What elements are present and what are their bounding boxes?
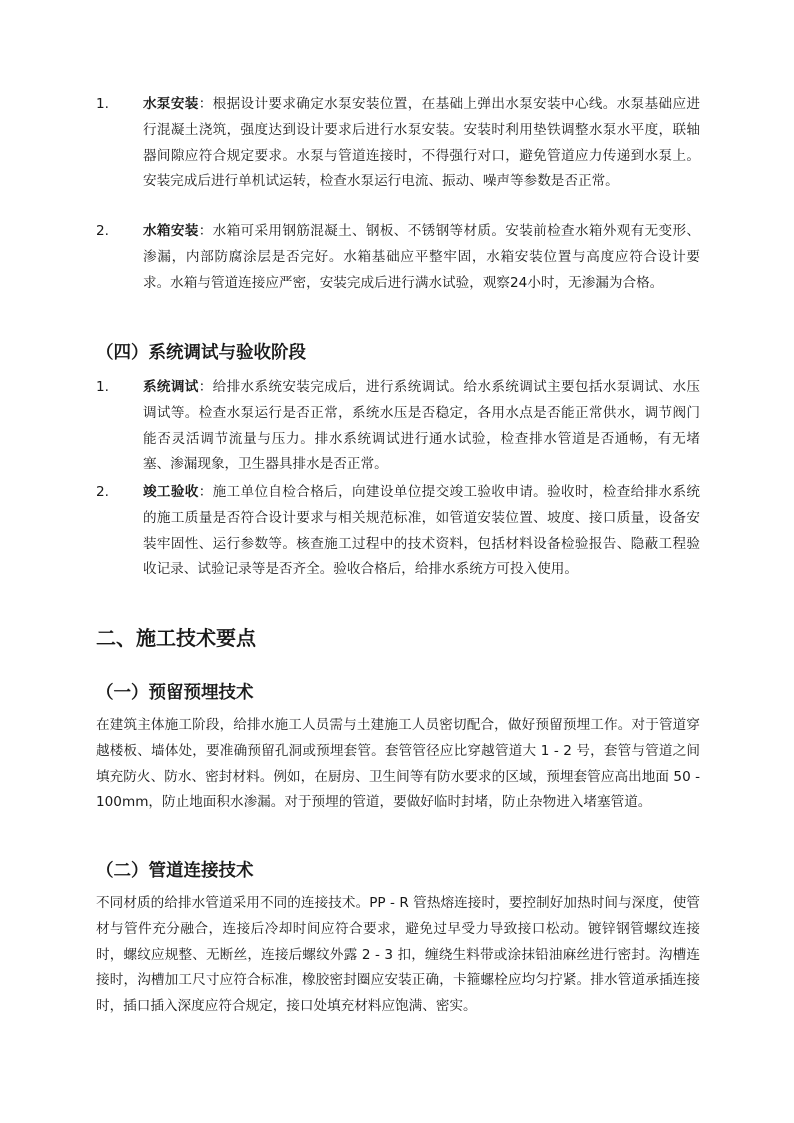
list-item-term: 水箱安装 bbox=[143, 223, 199, 239]
list-item-text: ：施工单位自检合格后，向建设单位提交竣工验收申请。验收时，检查给排水系统的施工质量是否符合设计要求与相关规范标准，如管道安装位置、坡度、接口质量，设备安装牢固性、运行参数等。核查施工过程中的技术资料，包括材料设备检验报告、隐蔽工程验收记录、试验记录等是否齐全。验收合格后，给排水系统方可投入使用。 bbox=[143, 484, 700, 578]
list-item-body bbox=[143, 219, 700, 296]
list-item-body bbox=[143, 480, 700, 583]
list-item-term: 竣工验收 bbox=[143, 484, 199, 500]
paragraph-pipe-connection: 不同材质的给排水管道采用不同的连接技术。PP - R 管热熔连接时，要控制好加热时间与深度，使管材与管件充分融合，连接后冷却时间应符合要求，避免过早受力导致接口松动。镀锌钢管螺纹连接时，螺纹应规整、无断丝，连接后螺纹外露 2 - 3 扣，缠绕生料带或涂抹铅油麻丝进行密封。沟槽连接时，沟槽加工尺寸应符合标准，橡胶密封圈应安装正确，卡箍螺栓应均匀拧紧。排水管道承插连接时，插口插入深度应符合规定，接口处填充材料应饱满、密实。 bbox=[96, 895, 700, 1015]
list-item-body bbox=[143, 375, 700, 478]
list-number: 2. bbox=[96, 223, 109, 239]
list-item-term: 水泵安装 bbox=[143, 96, 199, 112]
list-number: 1. bbox=[96, 96, 109, 112]
chapter-heading: 二、施工技术要点 bbox=[96, 626, 256, 650]
subsection-heading-1: （一）预留预埋技术 bbox=[96, 683, 254, 703]
paragraph-prefab-embedding: 在建筑主体施工阶段，给排水施工人员需与土建施工人员密切配合，做好预留预埋工作。对于管道穿越楼板、墙体处，要准确预留孔洞或预埋套管。套管管径应比穿越管道大 1 - 2 号，套管与管道之间填充防火、防水、密封材料。例如，在厨房、卫生间等有防水要求的区域，预埋套管应高出地面 50 - 100mm，防止地面积水渗漏。对于预埋的管道，要做好临时封堵，防止杂物进入堵塞管道。 bbox=[96, 717, 700, 811]
list-number: 2. bbox=[96, 484, 109, 500]
list-item-text: ：水箱可采用钢筋混凝土、钢板、不锈钢等材质。安装前检查水箱外观有无变形、渗漏，内部防腐涂层是否完好。水箱基础应平整牢固，水箱安装位置与高度应符合设计要求。水箱与管道连接应严密，安装完成后进行满水试验，观察24小时，无渗漏为合格。 bbox=[143, 223, 700, 291]
list-item-text: ：根据设计要求确定水泵安装位置，在基础上弹出水泵安装中心线。水泵基础应进行混凝土浇筑，强度达到设计要求后进行水泵安装。安装时利用垫铁调整水泵水平度，联轴器间隙应符合规定要求。水泵与管道连接时，不得强行对口，避免管道应力传递到水泵上。安装完成后进行单机试运转，检查水泵运行电流、振动、噪声等参数是否正常。 bbox=[143, 96, 700, 190]
list-number: 1. bbox=[96, 379, 109, 395]
list-item-term: 系统调试 bbox=[143, 379, 199, 395]
section-heading-4: （四）系统调试与验收阶段 bbox=[96, 343, 306, 363]
list-item-body bbox=[143, 92, 700, 195]
subsection-heading-2: （二）管道连接技术 bbox=[96, 861, 254, 881]
list-item-text: ：给排水系统安装完成后，进行系统调试。给水系统调试主要包括水泵调试、水压调试等。检查水泵运行是否正常，系统水压是否稳定，各用水点是否能正常供水，调节阀门能否灵活调节流量与压力。排水系统调试进行通水试验，检查排水管道是否通畅，有无堵塞、渗漏现象，卫生器具排水是否正常。 bbox=[143, 379, 700, 473]
